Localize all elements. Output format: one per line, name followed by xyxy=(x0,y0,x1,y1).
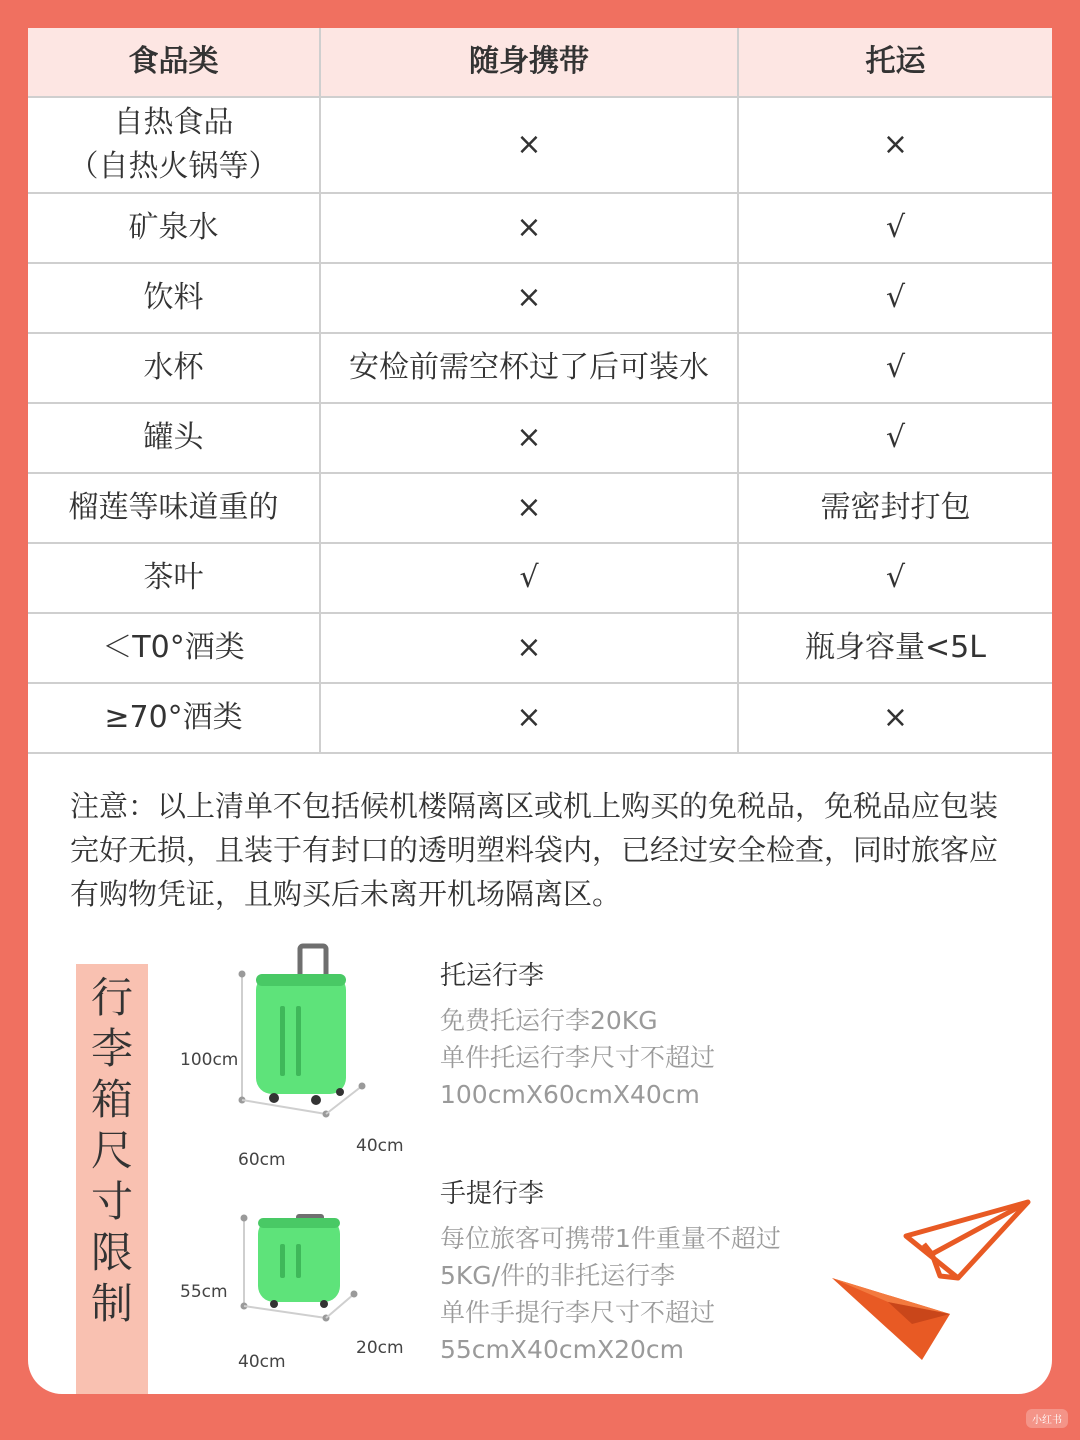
header-checked: 托运 xyxy=(738,28,1052,97)
checked-cell: √ xyxy=(738,403,1052,473)
table-row xyxy=(28,193,1052,263)
checked-cell: √ xyxy=(738,193,1052,263)
checked-cell: 需密封打包 xyxy=(738,473,1052,543)
table-row xyxy=(28,97,1052,193)
carry-width-label: 40cm xyxy=(238,1352,286,1372)
carry-bag-title: 手提行李 xyxy=(440,1179,545,1209)
paper-plane-icon xyxy=(828,1196,1038,1366)
checked-cell: √ xyxy=(738,333,1052,403)
checked-suitcase-diagram xyxy=(168,940,418,1170)
food-item-cell: 自热食品 （自热火锅等） xyxy=(28,97,320,193)
carry-on-cell: × xyxy=(320,97,738,193)
table-row xyxy=(28,263,1052,333)
checked-cell: √ xyxy=(738,543,1052,613)
food-item-cell: 水杯 xyxy=(28,333,320,403)
section-title: 行李箱尺寸限制 xyxy=(90,973,133,1328)
checked-bag-info xyxy=(440,958,840,1113)
checked-bag-title: 托运行李 xyxy=(440,961,545,991)
carry-on-cell: × xyxy=(320,263,738,333)
notice-text: 注意：以上清单不包括候机楼隔离区或机上购买的免税品，免税品应包装完好无损，且装于有封口的透明塑料袋内，已经过安全检查，同时旅客应有购物凭证，且购买后未离开机场隔离区。 xyxy=(70,789,999,911)
table-row xyxy=(28,613,1052,683)
content-card xyxy=(28,28,1052,1394)
carry-bag-line-2: 5KG/件的非托运行李 xyxy=(440,1261,676,1290)
header-food-category: 食品类 xyxy=(28,28,320,97)
carry-suitcase-diagram xyxy=(168,1206,418,1376)
table-row xyxy=(28,333,1052,403)
checked-cell: × xyxy=(738,683,1052,753)
table-row xyxy=(28,543,1052,613)
table-row xyxy=(28,403,1052,473)
carry-on-cell: × xyxy=(320,473,738,543)
carry-depth-label: 20cm xyxy=(356,1338,404,1358)
checked-cell: 瓶身容量<5L xyxy=(738,613,1052,683)
checked-width-label: 60cm xyxy=(238,1150,286,1170)
table-row xyxy=(28,683,1052,753)
section-title-box xyxy=(76,964,148,1394)
food-item-cell: ≥70°酒类 xyxy=(28,683,320,753)
baggage-rules-table xyxy=(28,28,1052,754)
carry-height-label: 55cm xyxy=(180,1282,228,1302)
checked-height-label: 100cm xyxy=(180,1050,239,1070)
food-item-cell: 饮料 xyxy=(28,263,320,333)
table-header-row xyxy=(28,28,1052,97)
checked-cell: √ xyxy=(738,263,1052,333)
carry-on-cell: × xyxy=(320,613,738,683)
food-item-cell: 榴莲等味道重的 xyxy=(28,473,320,543)
checked-bag-line-2: 单件托运行李尺寸不超过 xyxy=(440,1043,716,1072)
header-carry-on: 随身携带 xyxy=(320,28,738,97)
table-row xyxy=(28,473,1052,543)
checked-suitcase-icon xyxy=(168,940,418,1150)
carry-bag-line-3: 单件手提行李尺寸不超过 xyxy=(440,1298,716,1327)
carry-bag-info xyxy=(440,1176,840,1368)
watermark: 小红书 xyxy=(1026,1409,1068,1428)
food-item-cell: 茶叶 xyxy=(28,543,320,613)
carry-on-cell: 安检前需空杯过了后可装水 xyxy=(320,333,738,403)
checked-bag-line-1: 免费托运行李20KG xyxy=(440,1006,658,1035)
food-item-cell: 罐头 xyxy=(28,403,320,473)
checked-depth-label: 40cm xyxy=(356,1136,404,1156)
carry-bag-line-1: 每位旅客可携带1件重量不超过 xyxy=(440,1224,781,1253)
carry-on-cell: × xyxy=(320,193,738,263)
checked-cell: × xyxy=(738,97,1052,193)
carry-bag-line-4: 55cmX40cmX20cm xyxy=(440,1335,684,1364)
carry-on-cell: × xyxy=(320,683,738,753)
food-item-cell: 矿泉水 xyxy=(28,193,320,263)
checked-bag-line-3: 100cmX60cmX40cm xyxy=(440,1080,700,1109)
carry-on-cell: √ xyxy=(320,543,738,613)
carry-on-cell: × xyxy=(320,403,738,473)
food-item-cell: ＜T0°酒类 xyxy=(28,613,320,683)
